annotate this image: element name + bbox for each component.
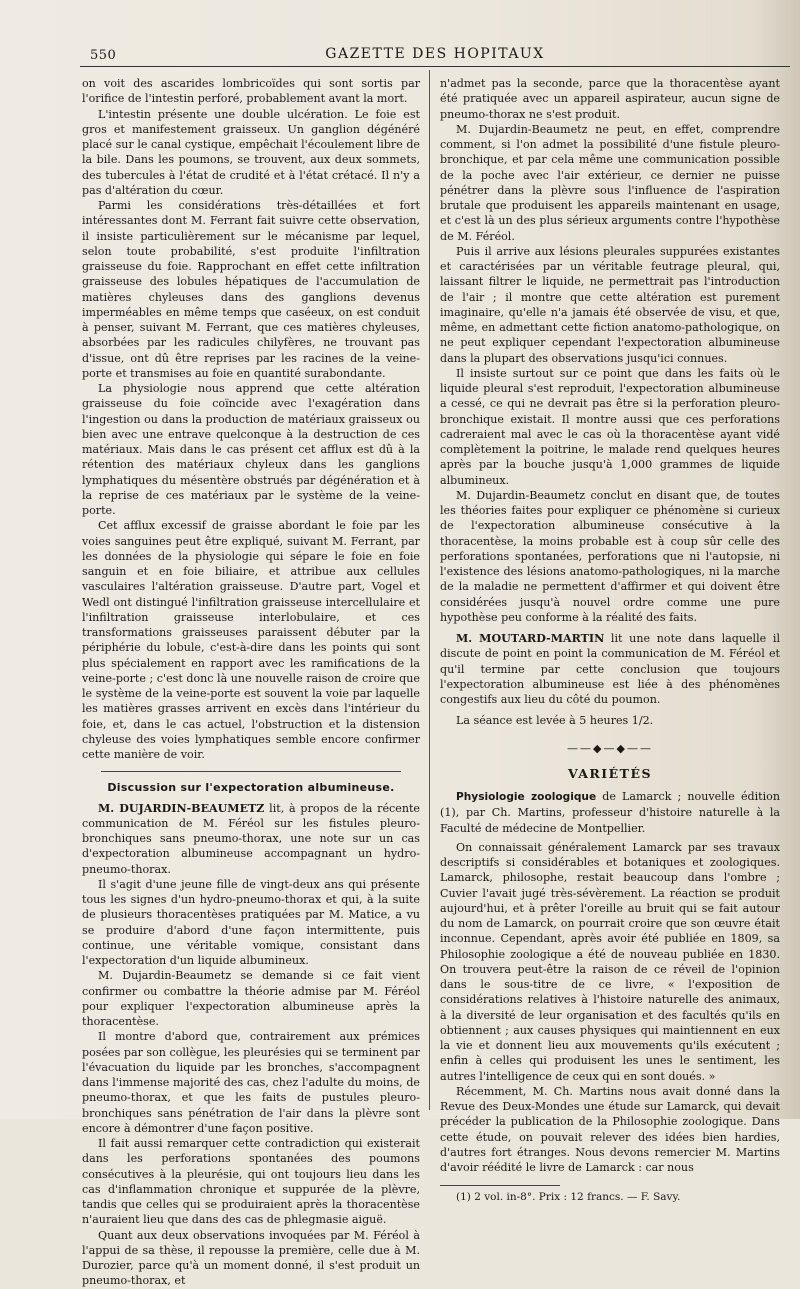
ornament-divider: ——◆—◆—— — [567, 741, 653, 755]
left-column — [82, 76, 420, 1289]
paragraph: on voit des ascarides lombricoïdes qui sont sortis par l'orifice de l'intestin perforé, probablement avant la mort. — [82, 77, 420, 106]
paragraph: Quant aux deux observations invoquées par M. Féréol à l'appui de sa thèse, il repousse la première, celle due à M. Durozier, parce qu'à un moment donné, il s'est produit un pneumo-thorax, et — [82, 1228, 420, 1288]
paragraph: L'intestin présente une double ulcération. Le foie est gros et manifestement graisseux. Un ganglion dégénéré placé sur le canal cystique, empêchait l'écoulement libre de la bile. Dans les poumons, se trouvent, aux deux sommets, des tubercules à l'état de crudité et à l'état crétacé. Il n'y a pas d'altération du cœur. — [82, 107, 420, 197]
journal-title: GAZETTE DES HOPITAUX — [325, 46, 545, 62]
footnote-rule — [440, 1185, 560, 1186]
page-number: 550 — [90, 48, 117, 63]
paragraph: Il fait aussi remarquer cette contradiction qui existerait dans les perforations spontanées des poumons consécutives à la pleurésie, qui ont toujours lieu dans les cas d'inflammation chronique et suppurée de la plèvre, tandis que celles qui se produiraient après la thoracentèse n'auraient lieu que dans des cas de phlegmasie aiguë. — [82, 1137, 420, 1227]
paragraph: On connaissait généralement Lamarck par ses travaux descriptifs si considérables et botaniques et zoologiques. Lamarck, philosophe, restait beaucoup dans l'ombre ; Cuvier l'avait jugé très-sévèrement. La réaction se produit aujourd'hui, et à prêter l'oreille au bruit qui se fait autour du nom de Lamarck, on pourrait croire que son œuvre était inconnue. Cependant, après avoir été publiée en 1809, sa Philosophie zoologique a été de nouveau publiée en 1830. On trouvera peut-être la raison de ce réveil de l'opinion dans le sous-titre de ce livre, « l'exposition de considérations relatives à l'histoire naturelle des animaux, à la diversité de leur organisation et des facultés qu'ils en obtiennent ; aux causes physiques qui maintiennent en eux la vie et donnent lieu aux mouvements qu'ils exécutent ; enfin à celles qui produisent les unes le sentiment, les autres l'intelligence de ceux qui en sont doués. » — [440, 840, 780, 1083]
paragraph: Il insiste surtout sur ce point que dans les faits où le liquide pleural s'est reproduit, l'expectoration albumineuse a cessé, ce qui ne devrait pas être si la perforation pleuro-bronchique existait. Il montre aussi que ces perforations cadreraient mal avec le cas où la thoracentèse ayant vidé complètement la poitrine, le malade rend quelques heures après par la bouche jusqu'à 1,000 grammes de liquide albumineux. — [440, 366, 780, 487]
paragraph: Il montre d'abord que, contrairement aux prémices posées par son collègue, les pleurésies qui se terminent par l'évacuation du liquide par les bronches, s'accompagnent dans l'immense majorité des cas, chez l'adulte du moins, de pneumo-thorax, et que les faits de pustules pleuro-bronchiques sans pénétration de l'air dans la plèvre sont encore à démontrer d'une façon positive. — [82, 1030, 420, 1135]
paragraph: Puis il arrive aux lésions pleurales suppurées existantes et caractérisées par un véritable feutrage pleural, qui, laissant filtrer le liquide, ne permettrait pas l'introduction de l'air ; il montre que cette altération est purement imaginaire, qu'elle n'a jamais été observée de visu, et que, même, en admettant cette fiction anatomo-pathologique, on ne peut expliquer cependant l'expectoration albumineuse dans la plupart des observations jusqu'ici connues. — [440, 244, 780, 365]
paragraph: La physiologie nous apprend que cette altération graisseuse du foie coïncide avec l'exagération dans l'ingestion ou dans la production de matériaux graisseux ou bien avec une entrave quelconque à la destruction de ces matériaux. Mais dans le cas présent cet afflux est dû à la rétention des matériaux chyleux dans les ganglions lymphatiques du mésentère obstrués par dégénération et à la reprise de ces matériaux par le système de la veine-porte. — [82, 382, 420, 517]
paragraph-text: de Lamarck ; nouvelle édition (1), par Ch. Martins, professeur d'histoire naturelle à la Faculté de médecine de Montpellier. — [440, 790, 780, 835]
paragraph — [440, 631, 780, 707]
paragraph-text: lit une note dans laquelle il discute de point en point la communication de M. Féréol et qu'il termine par cette conclusion que toujours l'expectoration albumineuse est liée à des phénomènes congestifs aux lieu du côté du poumon. — [440, 632, 781, 706]
page-header — [80, 42, 790, 67]
paragraph: Parmi les considérations très-détaillées et fort intéressantes dont M. Ferrant fait suivre cette observation, il insiste particulièrement sur le mécanisme par lequel, selon toute probabilité, s'est produite l'infiltration graisseuse du foie. Rapprochant en effet cette infiltration graisseuse des lobules hépatiques de l'accumulation de matières chyleuses dans des ganglions devenus imperméables en même temps que caséeux, on est conduit à penser, suivant M. Ferrant, que ces matières chyleuses, absorbées par les radicules chilyfères, ne trouvant pas d'issue, ont dû être reprises par les racines de la veine-porte et transmises au foie en quantité surabondante. — [82, 199, 420, 380]
speaker-name: M. MOUTARD-MARTIN — [456, 632, 605, 645]
paragraph: Cet afflux excessif de graisse abordant le foie par les voies sanguines peut être expliqué, suivant M. Ferrant, par les données de la physiologie qui sépare le foie en foie sanguin et en foie biliaire, et attribue aux cellules vasculaires l'altération graisseuse. D'autre part, Vogel et Wedl ont distingué l'infiltration graisseuse intercellulaire et l'infiltration graisseuse interlobulaire, et ces transformations graisseuses paraissent débuter par la périphérie du lobule, c'est-à-dire dans les points qui sont plus spécialement en rapport avec les ramifications de la veine-porte ; c'est donc là une nouvelle raison de croire que le système de la veine-porte est souvent la voie par laquelle les matières grasses arrivent en excès dans l'intérieur du foie, et, dans le cas actuel, l'obstruction et la distension chyleuse des voies lymphatiques semble encore confirmer cette manière de voir. — [82, 519, 420, 761]
paragraph — [82, 801, 420, 877]
speaker-name: M. DUJARDIN-BEAUMETZ — [98, 801, 265, 815]
section-rule — [101, 771, 401, 772]
paragraph — [440, 789, 780, 836]
paragraph: M. Dujardin-Beaumetz se demande si ce fait vient confirmer ou combattre la théorie admise par M. Féréol pour expliquer l'expectoration albumineuse après la thoracentèse. — [82, 969, 420, 1028]
paragraph: Récemment, M. Ch. Martins nous avait donné dans la Revue des Deux-Mondes une étude sur Lamarck, qui devait précéder la publication de la Philosophie zoologique. Dans cette étude, on pouvait relever des idées bien hardies, d'autres fort étranges. Nous devons remercier M. Martins d'avoir réédité le livre de Lamarck : car nous — [440, 1084, 780, 1174]
right-column — [440, 76, 780, 1206]
paragraph-text: lit, à propos de la récente communication de M. Féréol sur les fistules pleuro-bronchiques sans pneumo-thorax, une note sur un cas d'expectoration albumineuse accompagnant un hydro-pneumo-thorax. — [82, 801, 420, 876]
closing-line: La séance est levée à 5 heures 1/2. — [456, 714, 654, 728]
paragraph: M. Dujardin-Beaumetz ne peut, en effet, comprendre comment, si l'on admet la possibilité d'une fistule pleuro-bronchique, et par cela même une communication possible de la poche avec l'air extérieur, ce dernier ne puisse pénétrer dans la plèvre sous l'influence de l'aspiration brutale que produisent les appareils maintenant en usage, et c'est là un des plus sérieux arguments contre l'hypothèse de M. Féréol. — [440, 122, 780, 243]
column-divider — [429, 70, 430, 1110]
footnote: (1) 2 vol. in-8°. Prix : 12 francs. — F. Savy. — [456, 1191, 681, 1204]
section-heading-varietes: VARIÉTÉS — [567, 765, 653, 781]
article-subhead: Physiologie zoologique — [456, 791, 597, 803]
section-heading: Discussion sur l'expectoration albumineuse. — [107, 781, 395, 795]
paragraph: M. Dujardin-Beaumetz conclut en disant que, de toutes les théories faites pour expliquer ce phénomène si curieux de l'expectoration albumineuse consécutive à la thoracentèse, la moins probable est à coup sûr celle des perforations spontanées, perforations que ni l'autopsie, ni l'existence des lésions anatomo-pathologiques, ni la marche de la maladie ne permettent d'affirmer et qui doivent être considérées jusqu'à nouvel ordre comme une pure hypothèse peu conforme à la réalité des faits. — [440, 488, 780, 624]
paragraph: Il s'agit d'une jeune fille de vingt-deux ans qui présente tous les signes d'un hydro-pneumo-thorax et qui, à la suite de plusieurs thoracentèses pratiquées par M. Matice, a vu se produire d'abord d'une façon intermittente, puis continue, une véritable vomique, consistant dans l'expectoration d'un liquide albumineux. — [82, 877, 420, 967]
paragraph: n'admet pas la seconde, parce que la thoracentèse ayant été pratiquée avec un appareil aspirateur, aucun signe de pneumo-thorax ne s'est produit. — [440, 77, 780, 121]
